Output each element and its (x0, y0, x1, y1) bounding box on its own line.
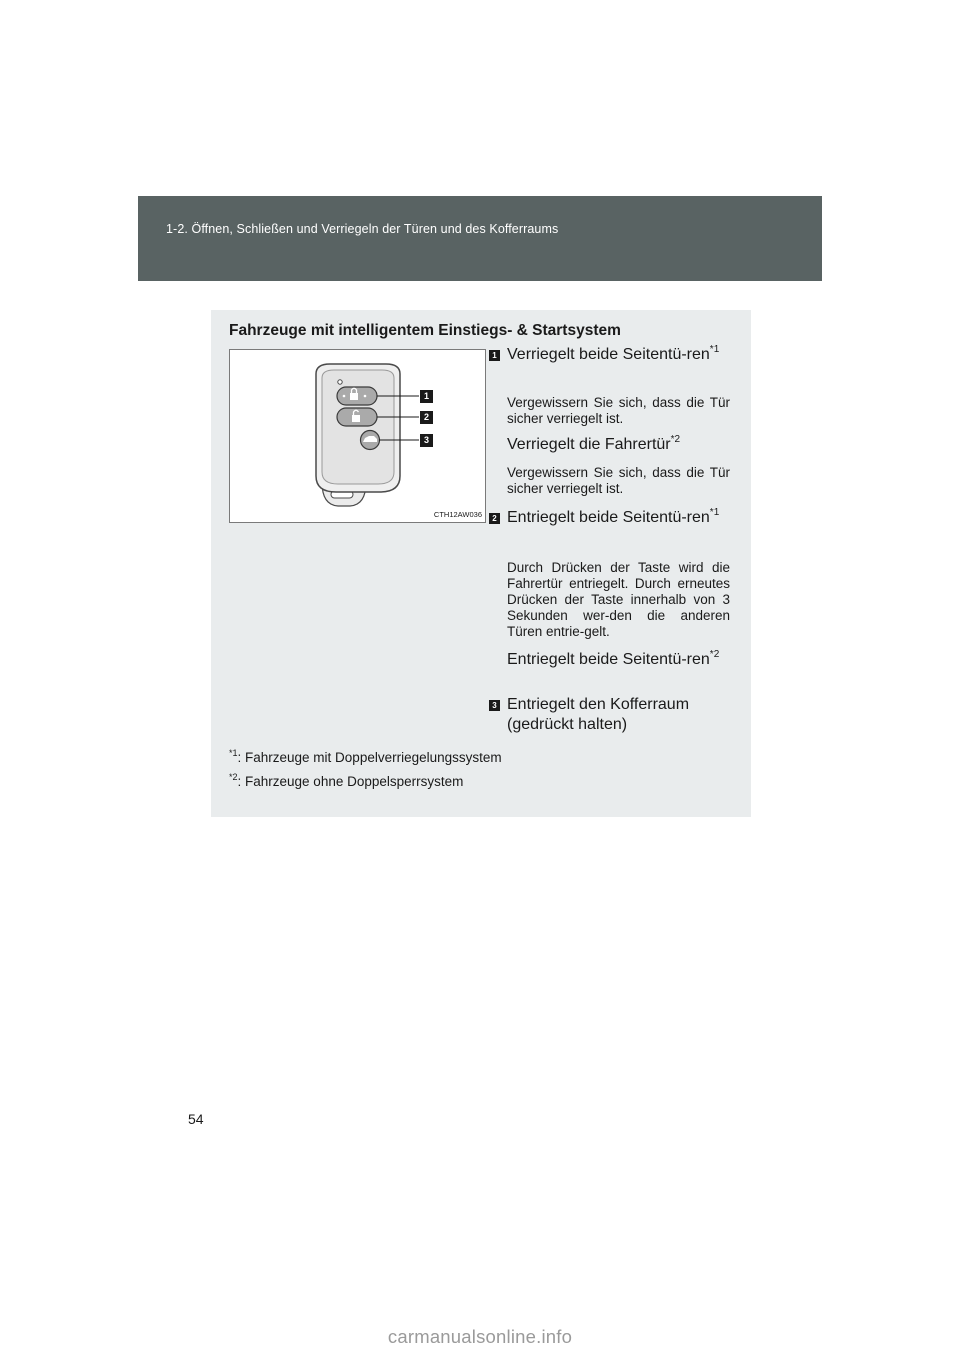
entry-1 (492, 343, 730, 497)
entry-1-main-a-text: Verriegelt beide Seitentü-ren (507, 346, 710, 363)
entry-2 (492, 506, 730, 690)
box-title: Fahrzeuge mit intelligentem Einstiegs- & Startsystem (229, 322, 621, 339)
entry-2-main-a-sup: *1 (709, 506, 720, 518)
entry-1-main-a-sup: *1 (709, 343, 720, 355)
footnote-2 (229, 770, 739, 794)
entry-2-sub-a: Durch Drücken der Taste wird die Fahrertür entriegelt. Durch erneutes Drücken der Taste innerhalb von 3 Sekunden wer-den die anderen Türen entrie-gelt. (507, 560, 730, 639)
callout-2: 2 (420, 411, 433, 424)
entry-1-sub-a: Vergewissern Sie sich, dass die Tür sicher verriegelt ist. (507, 395, 730, 426)
callout-3: 3 (420, 434, 433, 447)
footnote-2-mark: *2 (229, 771, 238, 782)
section-title: 1-2. Öffnen, Schließen und Verriegeln der Türen und des Kofferraums (166, 222, 559, 236)
entry-1-main-b (500, 435, 730, 455)
number-badge-1: 1 (489, 350, 500, 361)
footnote-1-mark: *1 (229, 747, 238, 758)
section-header (138, 196, 822, 281)
entry-1-sub-b: Vergewissern Sie sich, dass die Tür sicher verriegelt ist. (507, 465, 730, 496)
description-column (492, 343, 730, 735)
number-badge-2: 2 (489, 513, 500, 524)
footnote-1 (229, 746, 739, 770)
info-box (211, 310, 751, 817)
smart-key-illustration (230, 350, 485, 522)
key-fob-figure (229, 349, 486, 523)
entry-2-main-b-text: Entriegelt beide Seitentü-ren (507, 651, 710, 668)
footnote-2-text: : Fahrzeuge ohne Doppelsperrsystem (237, 774, 464, 789)
entry-3-main: Entriegelt den Kofferraum (gedrückt halten) (507, 696, 690, 733)
footnote-1-text: : Fahrzeuge mit Doppelverriegelungssystem (237, 750, 502, 765)
entry-2-main-a-text: Entriegelt beide Seitentü-ren (507, 509, 710, 526)
watermark: carmanualsonline.info (387, 1326, 573, 1347)
figure-code: CTH12AW036 (433, 510, 482, 519)
entry-2-main-a (500, 508, 730, 548)
entry-1-main-b-text: Verriegelt die Fahrertür (507, 436, 671, 453)
page-number: 54 (188, 1111, 204, 1127)
callout-1: 1 (420, 390, 433, 403)
entry-3 (492, 695, 730, 735)
entry-2-main-b-sup: *2 (709, 648, 720, 660)
entry-2-main-b (500, 650, 730, 690)
footnotes (229, 746, 739, 794)
entry-1-main-a (500, 345, 730, 385)
number-badge-3: 3 (489, 700, 500, 711)
entry-1-main-b-sup: *2 (670, 433, 681, 445)
